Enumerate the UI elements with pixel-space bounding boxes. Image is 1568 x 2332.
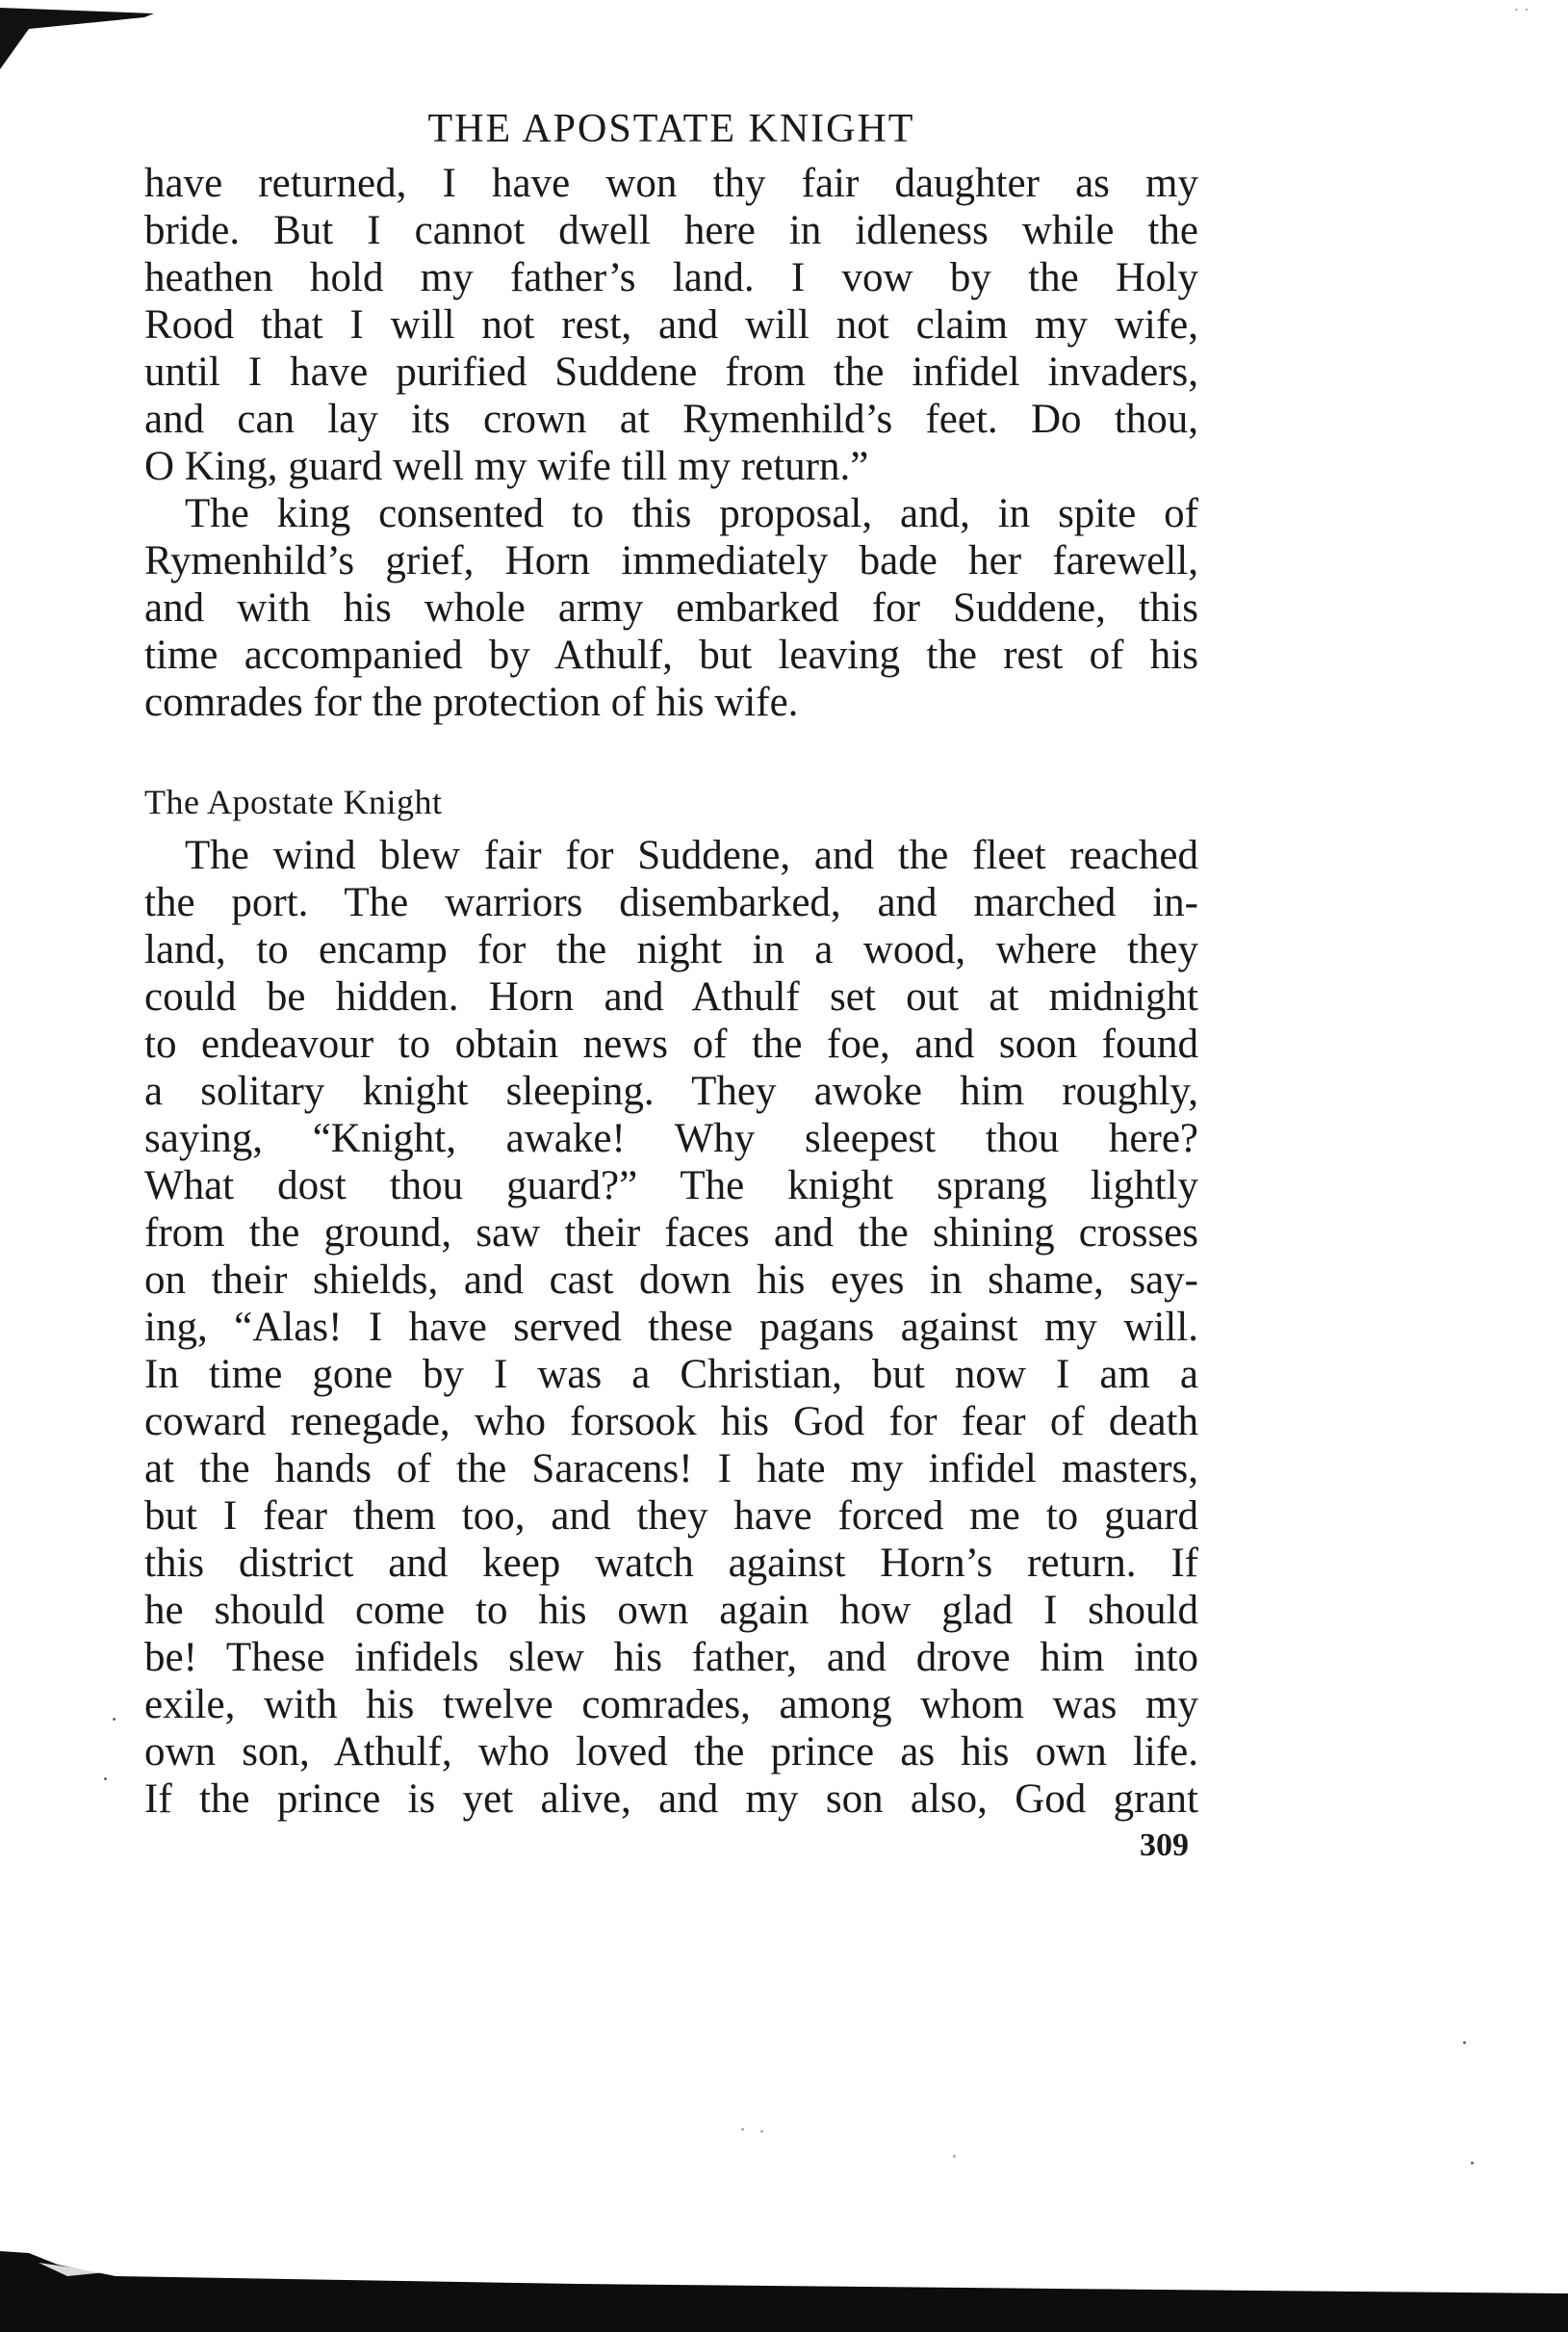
scan-corner-mark-icon — [0, 0, 164, 77]
scan-speck — [741, 2128, 744, 2131]
text-line: heathen hold my father’s land. I vow by the Holy — [144, 255, 1198, 300]
text-line: he should come to his own again how glad I should — [144, 1588, 1198, 1633]
text-line: comrades for the protection of his wife. — [144, 680, 799, 725]
text-line: could be hidden. Horn and Athulf set out at midnight — [144, 974, 1198, 1020]
scan-speck — [104, 1777, 107, 1780]
text-line: on their shields, and cast down his eyes in shame, say- — [144, 1257, 1198, 1303]
text-line: bride. But I cannot dwell here in idleness while the — [144, 208, 1198, 253]
text-line: In time gone by I was a Christian, but now I am a — [144, 1352, 1198, 1397]
text-line: land, to encamp for the night in a wood, where they — [144, 927, 1198, 972]
text-line: have returned, I have won thy fair daughter as my — [144, 161, 1198, 206]
text-line: O King, guard well my wife till my return.” — [144, 444, 869, 489]
text-block-upper — [144, 160, 1198, 726]
text-line: ing, “Alas! I have served these pagans against my will. — [144, 1305, 1198, 1350]
scan-bottom-edge-icon — [0, 2243, 1568, 2332]
scan-speck — [113, 1718, 116, 1721]
text-line: this district and keep watch against Horn’s return. If — [144, 1541, 1198, 1586]
text-line: own son, Athulf, who loved the prince as his own life. — [144, 1729, 1198, 1775]
text-line: a solitary knight sleeping. They awoke him roughly, — [144, 1069, 1198, 1114]
text-line: at the hands of the Saracens! I hate my infidel masters, — [144, 1446, 1198, 1491]
text-line: to endeavour to obtain news of the foe, and soon found — [144, 1022, 1198, 1067]
text-line: Rymenhild’s grief, Horn immediately bade her farewell, — [144, 538, 1198, 583]
page-number: 309 — [1140, 1827, 1189, 1863]
text-line: and with his whole army embarked for Suddene, this — [144, 585, 1198, 631]
paragraph-2 — [144, 490, 1198, 726]
scan-edge-dots: · · — [1513, 0, 1529, 19]
text-line: If the prince is yet alive, and my son also, God grant — [144, 1776, 1198, 1822]
scan-speck — [760, 2130, 763, 2133]
text-line: the port. The warriors disembarked, and marched in- — [144, 880, 1198, 925]
text-line: exile, with his twelve comrades, among whom was my — [144, 1682, 1198, 1727]
text-line: time accompanied by Athulf, but leaving the rest of his — [144, 633, 1198, 678]
text-line: from the ground, saw their faces and the shining crosses — [144, 1210, 1198, 1256]
running-head: THE APOSTATE KNIGHT — [427, 107, 915, 151]
text-line: coward renegade, who forsook his God for fear of death — [144, 1399, 1198, 1444]
text-line: but I fear them too, and they have forced me to guard — [144, 1493, 1198, 1539]
scan-speck — [1471, 2162, 1474, 2164]
scan-speck — [953, 2155, 956, 2158]
text-line: be! These infidels slew his father, and drove him into — [144, 1635, 1198, 1680]
paragraph-1 — [144, 160, 1198, 490]
paragraph-3 — [144, 832, 1198, 1823]
section-heading: The Apostate Knight — [144, 783, 443, 821]
text-line: The wind blew fair for Suddene, and the fleet reached — [185, 833, 1198, 878]
text-line: saying, “Knight, awake! Why sleepest thou here? — [144, 1116, 1198, 1161]
text-line: The king consented to this proposal, and, in spite of — [185, 491, 1198, 536]
text-line: What dost thou guard?” The knight sprang lightly — [144, 1163, 1198, 1208]
scan-speck — [1463, 2041, 1466, 2044]
text-line: until I have purified Suddene from the infidel invaders, — [144, 350, 1198, 395]
text-line: and can lay its crown at Rymenhild’s feet. Do thou, — [144, 397, 1198, 442]
text-line: Rood that I will not rest, and will not claim my wife, — [144, 302, 1198, 348]
